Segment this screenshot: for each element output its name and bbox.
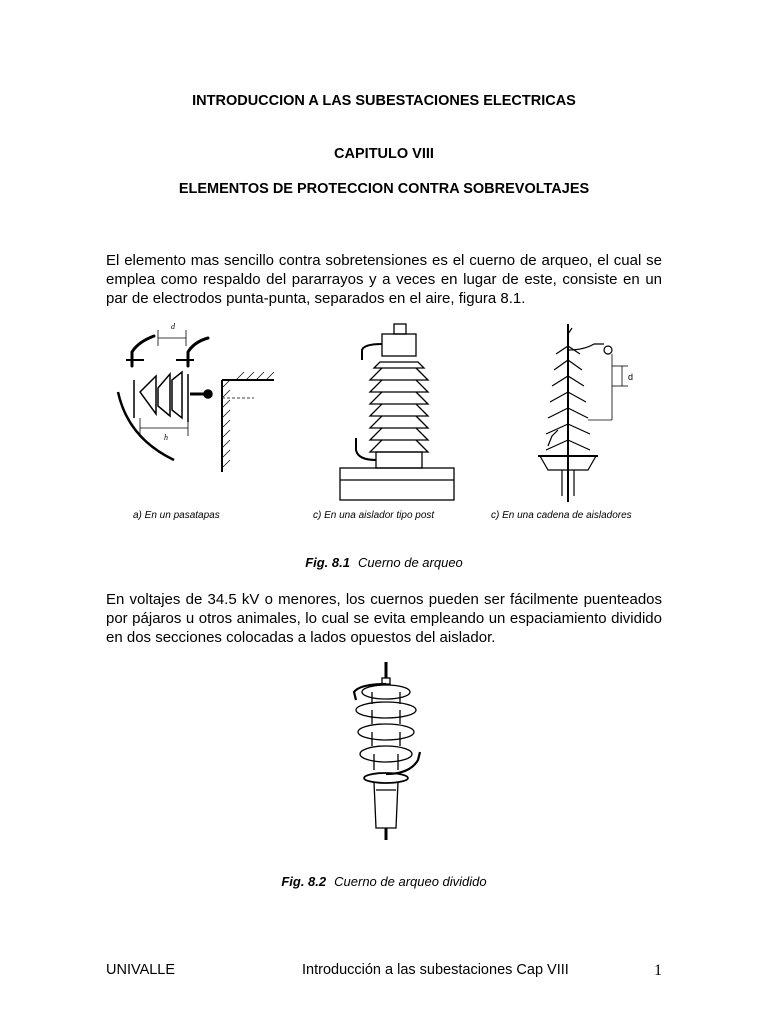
- figure-8-2-caption: [0, 874, 768, 889]
- document-title: INTRODUCCION A LAS SUBESTACIONES ELECTRICAS: [192, 93, 576, 109]
- page-number: 1: [654, 962, 662, 979]
- figure-bushing-arc-horn: [104, 318, 280, 478]
- caption-post: c) En una aislador tipo post: [313, 510, 435, 521]
- footer-document-title: Introducción a las subestaciones Cap VIII: [302, 962, 569, 978]
- caption-bushing: a) En un pasatapas: [133, 510, 220, 521]
- dimension-h-label: h: [164, 433, 168, 442]
- chapter-heading: CAPITULO VIII: [334, 146, 434, 162]
- figure-8-2-number: Fig. 8.2: [281, 874, 327, 889]
- figure-8-1-number: Fig. 8.1: [305, 555, 350, 570]
- figure-8-1-title: Cuerno de arqueo: [357, 555, 463, 570]
- dimension-d2-label: d: [628, 372, 634, 382]
- dimension-d-label: d: [171, 322, 175, 331]
- second-paragraph: En voltajes de 34.5 kV o menores, los cuernos pueden ser fácilmente puenteados por pájaros u otros animales, lo cual se evita empleando un espaciamiento dividido en dos secciones colocadas a lados opuestos del aislador.: [106, 591, 662, 646]
- figure-post-insulator: [334, 320, 460, 504]
- section-heading: ELEMENTOS DE PROTECCION CONTRA SOBREVOLTAJES: [178, 181, 590, 197]
- figure-8-2-title: Cuerno de arqueo dividido: [334, 874, 487, 889]
- caption-string: c) En una cadena de aisladores: [491, 510, 632, 521]
- figure-insulator-string: [528, 320, 644, 506]
- figure-8-1-caption: [0, 555, 768, 570]
- figure-split-arc-horn: [346, 660, 426, 842]
- intro-paragraph: El elemento mas sencillo contra sobretensiones es el cuerno de arqueo, el cual se emplea como respaldo del pararrayos y a veces en lugar de este, consiste en un par de electrodos punta-punta, separados en el aire, figura 8.1.: [106, 252, 662, 307]
- footer-institution: UNIVALLE: [106, 962, 176, 978]
